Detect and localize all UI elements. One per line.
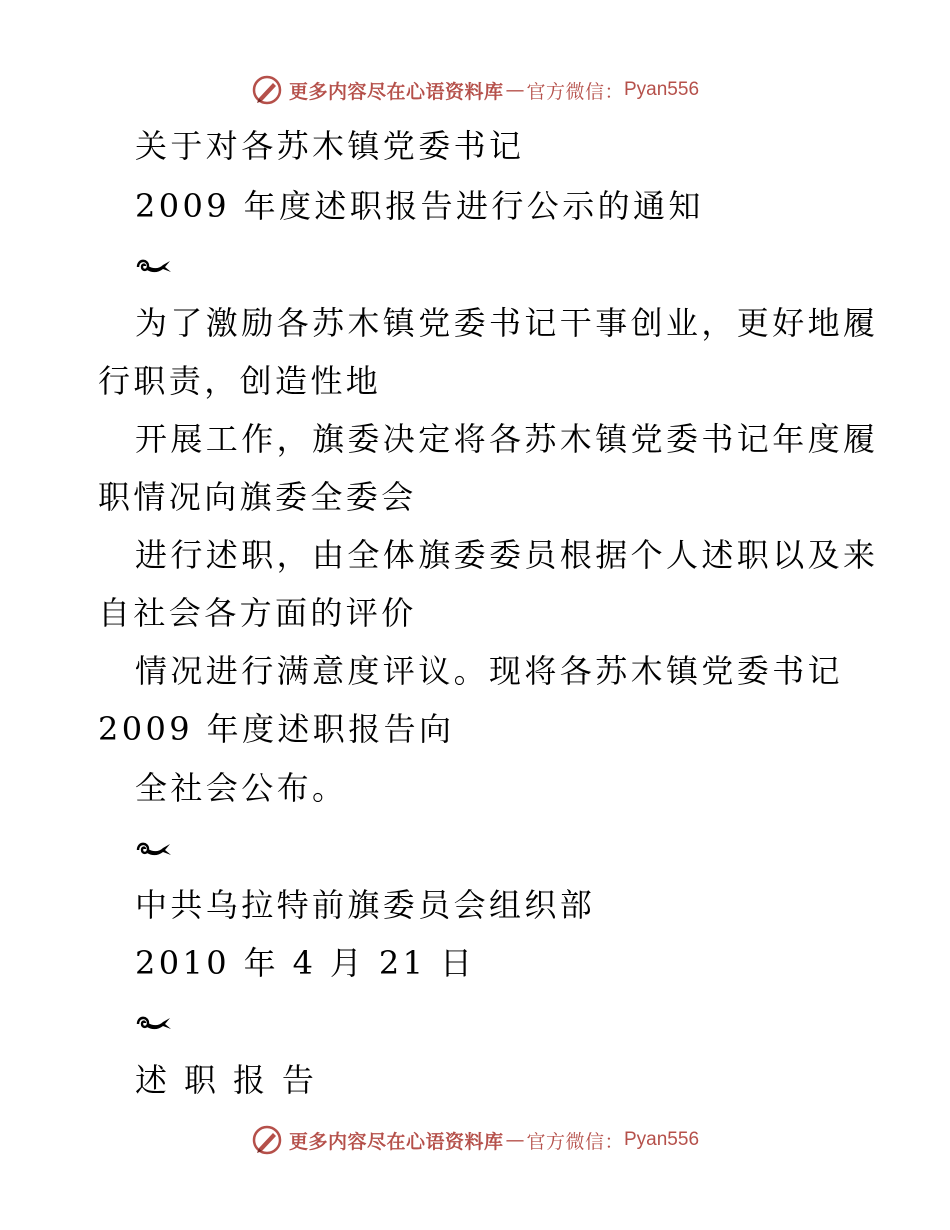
- watermark-id: Pyan556: [624, 79, 700, 100]
- fleuron-icon: [135, 255, 173, 277]
- paragraph-line: 全社会公布。: [135, 769, 348, 807]
- watermark-dash: —: [505, 1129, 525, 1151]
- paragraph-line: 开展工作，旗委决定将各苏木镇党委书记年度履: [135, 420, 879, 458]
- title-line-2: 2009 年度述职报告进行公示的通知: [135, 187, 704, 225]
- section-heading: 述 职 报 告: [135, 1061, 318, 1099]
- pen-logo-icon: [251, 1124, 283, 1156]
- paragraph-line: 2009 年度述职报告向: [98, 710, 455, 748]
- paragraph-line: 自社会各方面的评价: [98, 594, 417, 632]
- paragraph-line: 职情况向旗委全委会: [98, 478, 417, 516]
- watermark-contact: 官方微信：: [526, 80, 624, 103]
- watermark-text: 更多内容尽在心语资料库: [288, 1130, 504, 1153]
- watermark-id: Pyan556: [624, 1129, 700, 1150]
- watermark-text: 更多内容尽在心语资料库: [288, 80, 504, 103]
- paragraph-line: 情况进行满意度评议。现将各苏木镇党委书记: [135, 652, 844, 690]
- pen-logo-icon: [251, 74, 283, 106]
- header-watermark: [0, 70, 950, 110]
- signature-organization: 中共乌拉特前旗委员会组织部: [135, 886, 596, 924]
- paragraph-line: 进行述职，由全体旗委委员根据个人述职以及来: [135, 536, 879, 574]
- signature-date: 2010 年 4 月 21 日: [135, 944, 476, 982]
- footer-watermark: [0, 1120, 950, 1160]
- fleuron-icon: [135, 1012, 173, 1034]
- title-line-1: 关于对各苏木镇党委书记: [135, 127, 525, 165]
- fleuron-icon: [135, 838, 173, 860]
- watermark-contact: 官方微信：: [526, 1130, 624, 1153]
- watermark-dash: —: [505, 79, 525, 101]
- paragraph-line: 行职责，创造性地: [98, 362, 382, 400]
- paragraph-line: 为了激励各苏木镇党委书记干事创业，更好地履: [135, 304, 879, 342]
